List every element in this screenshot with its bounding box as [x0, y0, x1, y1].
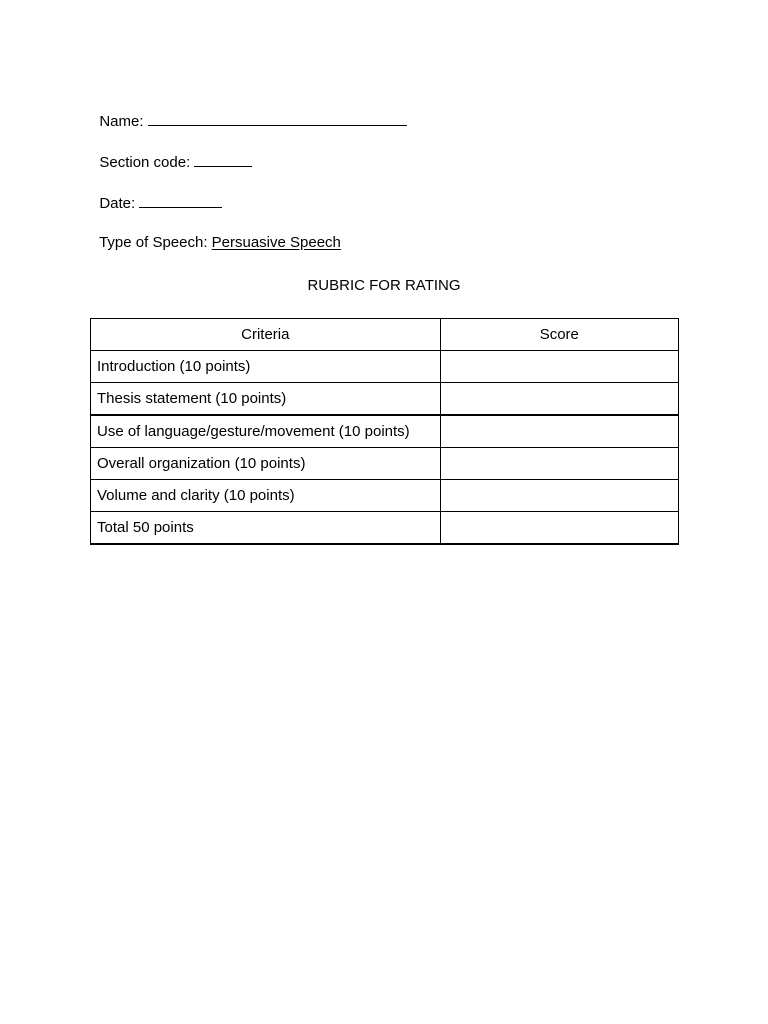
- name-blank: [148, 111, 407, 126]
- speech-type-value: Persuasive Speech: [211, 234, 341, 251]
- criteria-cell: Introduction (10 points): [91, 351, 441, 383]
- speech-type-line: [91, 216, 341, 252]
- rubric-table: [90, 318, 679, 545]
- table-row: [91, 448, 679, 480]
- criteria-cell: Volume and clarity (10 points): [91, 480, 441, 512]
- section-code-line: [91, 134, 252, 172]
- score-cell[interactable]: [440, 415, 678, 448]
- criteria-cell: Thesis statement (10 points): [91, 383, 441, 416]
- speech-type-label: Type of Speech:: [99, 234, 208, 251]
- criteria-cell: Use of language/gesture/movement (10 points): [91, 415, 441, 448]
- table-row: [91, 415, 679, 448]
- score-cell[interactable]: [440, 351, 678, 383]
- score-cell[interactable]: [440, 383, 678, 416]
- name-label: Name:: [99, 113, 144, 130]
- score-cell[interactable]: [440, 448, 678, 480]
- table-row: [91, 351, 679, 383]
- date-label: Date:: [99, 195, 136, 212]
- score-cell[interactable]: [440, 480, 678, 512]
- criteria-cell: Overall organization (10 points): [91, 448, 441, 480]
- table-row: [91, 480, 679, 512]
- table-header-row: [91, 319, 679, 351]
- table-row: [91, 512, 679, 545]
- score-cell[interactable]: [440, 512, 678, 545]
- name-line: [91, 93, 407, 131]
- section-code-blank: [194, 152, 252, 167]
- table-row: [91, 383, 679, 416]
- date-blank: [139, 193, 222, 208]
- criteria-header: Criteria: [91, 319, 441, 351]
- score-header: Score: [440, 319, 678, 351]
- rubric-heading: RUBRIC FOR RATING: [307, 277, 461, 294]
- date-line: [91, 175, 222, 213]
- criteria-cell: Total 50 points: [91, 512, 441, 545]
- section-code-label: Section code:: [99, 154, 191, 171]
